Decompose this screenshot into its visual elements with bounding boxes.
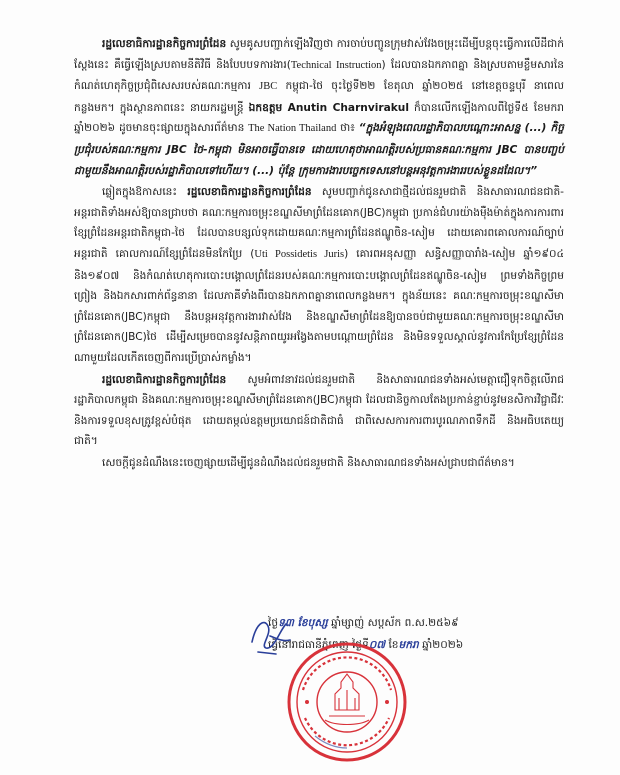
paragraph-text-segment: ឆ្លៀតក្នុងឱកាសនេះ xyxy=(102,186,188,199)
paragraph-text-segment: Uti Possidetis Juris xyxy=(254,248,345,260)
solar-date-prefix: ធ្វើនៅរាជធានីភ្នំពេញ ថ្ងៃទី xyxy=(268,639,369,651)
paragraph-p1 xyxy=(74,34,564,181)
paragraph-text-segment: ឯកឧត្តម Anutin Charnvirakul xyxy=(248,101,409,114)
solar-date-day: ០៧ xyxy=(368,639,386,651)
document-body xyxy=(74,34,564,474)
paragraph-text-segment: JBC xyxy=(259,81,278,93)
lunar-date-suffix: ឆ្នាំម្សាញ់ សប្តស័ក ព.ស.២៥៦៩ xyxy=(327,617,459,629)
paragraph-text-segment: The Nation Thailand xyxy=(248,123,337,135)
lunar-date-line xyxy=(268,612,578,634)
lunar-date-handwritten: ទ៣ ខែបុស្ស xyxy=(278,617,328,629)
paragraph-text-segment: សូមគូសបញ្ជាក់ឡើងវិញថា ការចាប់បញ្ចូនក្រុមវាស់វែងចម្រុះដើម្បីបន្តចុះធ្វើការលើដីជាក់ស្តែងនេះ គឺធ្វើឡើងស្របតាមនីតិវិធី និងបែបបទការងារ( xyxy=(74,38,564,71)
solar-date-year: ឆ្នាំ២០២៦ xyxy=(418,639,464,651)
paragraph-text-segment: កម្ពុជា-ថៃ ចុះថ្ងៃទី២២ ខែតុលា ឆ្នាំ២០២៥ នៅខេត្តចន្ទបុរី នាពេលកន្លងមក។ ក្នុងស្ថានភាពនេះ នាយករដ្ឋមន្ត្រី xyxy=(74,80,564,114)
paragraph-p2 xyxy=(74,182,564,368)
paragraph-text-segment: រដ្ឋលេខាធិការដ្ឋានកិច្ចការព្រំដែន xyxy=(102,373,227,386)
solar-date-month-prefix: ខែ xyxy=(385,639,399,651)
paragraph-text-segment: ) គោរពអនុសញ្ញា សន្ធិសញ្ញាបារាំង-សៀម ឆ្នាំ១៩០៤ និង១៩០៧ និងកំណត់ហេតុការបោះបង្គោលព្រំដែនរបស់គណៈកម្មការបោះបង្គោលព្រំដែនឥណ្ឌូចិន-សៀម ព្រមទាំងកិច្ចព្រមព្រៀង និងឯកសារពាក់ព័ន្ធនានា ដែលភាគីទាំងពីរបានឯកភាពគ្នានាពេលកន្លងមក។ ក្នុងន័យនេះ គណៈកម្មការចម្រុះខណ្ឌសីមាព្រំដែនគោក(JBC)កម្ពុជា នឹងបន្តអនុវត្តការងារវាស់វែង និងខណ្ឌសីមាព្រំដែនឱ្យបានចប់ជាមួយគណៈកម្មការចម្រុះខណ្ឌសីមាព្រំដែនគោក(JBC)ថៃ ដើម្បីសម្រេចបាននូវសន្តិភាពយូរអង្វែងតាមបណ្តោយព្រំដែន និងមិនទទួលស្គាល់នូវការកែប្រែខ្សែព្រំដែនណាមួយដែលកើតចេញពីការប្រើប្រាស់កម្លាំង។ xyxy=(74,247,564,364)
paragraph-text-segment: “ក្នុងអំឡុងពេលរដ្ឋាភិបាលបណ្តោះអាសន្ន (...) កិច្ចប្រជុំរបស់គណៈកម្មការ JBC ថៃ-កម្ពុជា មិនអាចធ្វើបានទេ ដោយហេតុថាអាណត្តិរបស់ប្រធានគណៈកម្មការ JBC បានបញ្ចប់ជាមួយនឹងអាណត្តិរបស់រដ្ឋាភិបាលទៅហើយ។ (...) ប៉ុន្តែ ក្រុមការងារបច្ចេកទេសនៅបន្តអនុវត្តការងាររបស់ខ្លួនដដែល។” xyxy=(74,122,565,177)
paragraph-text-segment: ក៏បានលើកឡើងកាលពីថ្ងៃទី៥ ខែមករា ឆ្នាំ២០២៦ ដូចមានចុះផ្សាយក្នុងសារព័ត៌មាន xyxy=(74,101,564,135)
paragraph-text-segment: សេចក្តីជូនដំណឹងនេះចេញផ្សាយដើម្បីជូនដំណឹងដល់ជនរួមជាតិ និងសាធារណជនទាំងអស់ជ្រាបជាព័ត៌មាន។ xyxy=(102,456,515,469)
paragraph-text-segment: សូមបញ្ជាក់ជូនសាជាថ្មីដល់ជនរួមជាតិ និងសាធារណជនជាតិ-អន្តរជាតិទាំងអស់ឱ្យបានជ្រាបថា គណៈកម្មការចម្រុះខណ្ឌសីមាព្រំដែនគោក(JBC)កម្ពុជា ប្រកាន់ជំហរយ៉ាងម៉ឺងម៉ាត់ក្នុងការការពារខ្សែព្រំដែនអន្តរជាតិកម្ពុជា-ថៃ ដែលបានបន្សល់ទុកដោយគណៈកម្មការព្រំដែនឥណ្ឌូចិន-សៀម ដោយគោរពគោលការណ៍ច្បាប់អន្តរជាតិ គោលការណ៍ខ្សែព្រំដែនមិនកែប្រែ ( xyxy=(74,186,564,260)
lunar-date-prefix: ថ្ងៃ xyxy=(268,617,279,629)
paragraph-p3 xyxy=(74,370,564,452)
paragraph-text-segment: រដ្ឋលេខាធិការដ្ឋានកិច្ចការព្រំដែន xyxy=(187,186,312,199)
paragraph-p4 xyxy=(74,453,564,474)
paragraph-text-segment: ) ដែលបានឯកភាពគ្នា និងស្របតាមខ្លឹមសារនៃកំណត់ហេតុកិច្ចប្រជុំពិសេសរបស់គណៈកម្មការ xyxy=(74,58,564,93)
paragraph-text-segment: ថា៖ xyxy=(336,122,359,135)
paragraph-text-segment: Technical Instruction xyxy=(290,59,382,71)
solar-date-month: មករា xyxy=(398,639,419,651)
paragraph-text-segment: រដ្ឋលេខាធិការដ្ឋានកិច្ចការព្រំដែន xyxy=(102,38,227,50)
paragraph-text-segment: សូមអំពាវនាវដល់ជនរួមជាតិ និងសាធារណជនទាំងអស់មេត្តាជឿទុកចិត្តលើរាជរដ្ឋាភិបាលកម្ពុជា និងគណៈកម្មការចម្រុះខណ្ឌសីមាព្រំដែនគោក(JBC)កម្ពុជា ដែលជានិច្ចកាលតែងប្រកាន់ខ្ជាប់នូវមនសិការវិជ្ជាជីវៈ និងការទទួលខុសត្រូវខ្ពស់បំផុត ដោយតម្កល់ឧត្តមប្រយោជន៍ជាតិជាធំ ជាពិសេសការការពារបូរណភាពទឹកដី និងអធិបតេយ្យជាតិ។ xyxy=(74,373,564,448)
official-seal-stamp xyxy=(285,640,409,764)
